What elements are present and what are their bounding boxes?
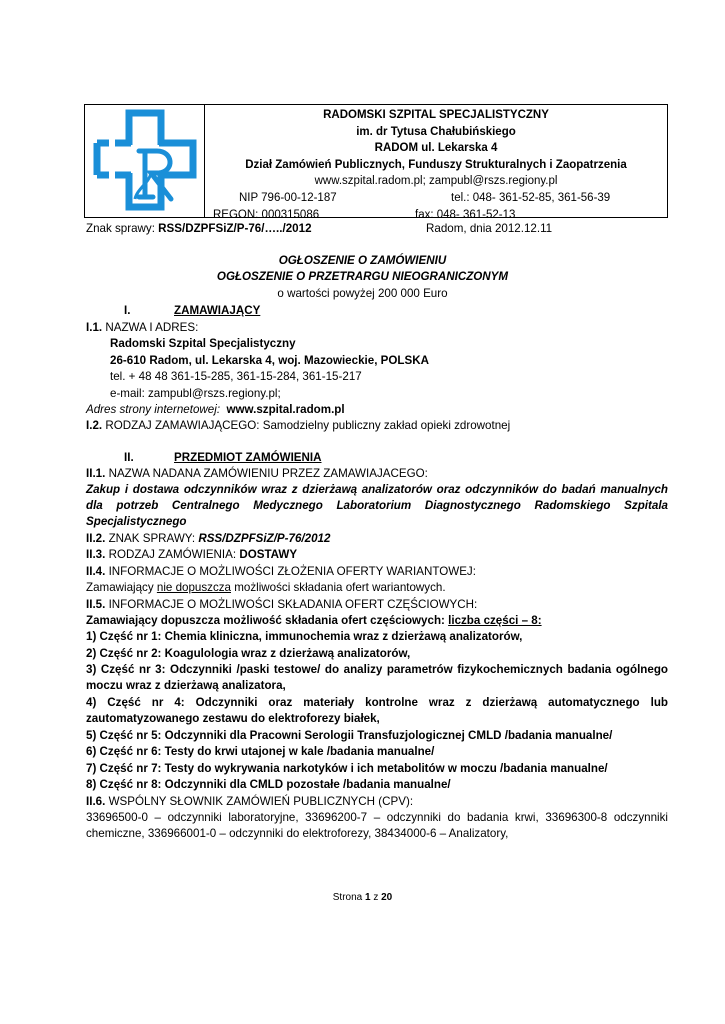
letterhead: [84, 104, 668, 221]
part-8: 8) Część nr 8: Odczynniki dla CMLD pozostałe /badania manualne/: [86, 778, 451, 791]
department-name: Dział Zamówień Publicznych, Funduszy Strukturalnych i Zaopatrzenia: [245, 158, 627, 171]
variant-offers: Zamawiający nie dopuszcza możliwości składania ofert wariantowych.: [86, 581, 446, 594]
item-ii6: II.6. WSPÓLNY SŁOWNIK ZAMÓWIEŃ PUBLICZNYCH (CPV):: [86, 795, 414, 808]
cpv-codes: 33696500-0 – odczynniki laboratoryjne, 33696200-7 – odczynniki do badania krwi, 33696300-8 odczynniki chemiczne, 336966001-0 – odczynniki do elektroforezy, 38434000-6 – Analizatory,: [86, 811, 668, 840]
part-2: 2) Część nr 2: Koagulologia wraz z dzierżawą analizatorów,: [86, 647, 411, 660]
regon: REGON: 000315086: [213, 208, 320, 221]
nip: NIP 796-00-12-187: [239, 191, 337, 204]
section-1-title: ZAMAWIAJĄCY: [174, 304, 261, 317]
hospital-web-email: www.szpital.radom.pl; zampubl@rszs.regiony.pl: [314, 175, 558, 188]
logo-cell: [85, 105, 205, 217]
case-reference-label: Znak sprawy:: [86, 222, 159, 235]
section-2-title: PRZEDMIOT ZAMÓWIENIA: [174, 451, 322, 464]
case-reference-value: RSS/DZPFSiZ/P-76/…../2012: [158, 222, 312, 235]
part-4: 4) Część nr 4: Odczynniki oraz materiały kontrolne wraz z dzierżawą automatycznego lub zautomatyzowanego zestawu do elektroforezy białek,: [86, 696, 668, 725]
letterhead-text: [205, 105, 667, 223]
part-7: 7) Część nr 7: Testy do wykrywania narkotyków i ich metabolitów w moczu /badania manualne/: [86, 762, 608, 775]
orderer-tel: tel. + 48 48 361-15-285, 361-15-284, 361-15-217: [110, 370, 362, 383]
item-ii3: II.3. RODZAJ ZAMÓWIENIA: DOSTAWY: [86, 548, 298, 561]
nip-tel-row: [205, 190, 667, 207]
title-3: o wartości powyżej 200 000 Euro: [277, 287, 448, 300]
section-1-number: I.: [124, 304, 131, 317]
part-5: 5) Część nr 5: Odczynniki dla Pracowni Serologii Transfuzjologicznej CMLD /badania manualne/: [86, 729, 613, 742]
orderer-email: e-mail: zampubl@rszs.regiony.pl;: [110, 387, 281, 400]
item-ii1: II.1. NAZWA NADANA ZAMÓWIENIU PRZEZ ZAMAWIAJACEGO:: [86, 467, 428, 480]
item-ii4: II.4. INFORMACJE O MOŻLIWOŚCI ZŁOŻENIA OFERTY WARIANTOWEJ:: [86, 565, 476, 578]
orderer-name: Radomski Szpital Specjalistyczny: [110, 337, 296, 350]
case-reference: [86, 221, 312, 237]
order-subject: Zakup i dostawa odczynników wraz z dzierżawą analizatorów oraz odczynników do badań manualnych dla potrzeb Centralnego Medycznego Laboratorium Diagnostycznego Radomskiego Szpitala Specjalistycznego: [86, 483, 668, 528]
orderer-address: 26-610 Radom, ul. Lekarska 4, woj. Mazowieckie, POLSKA: [110, 354, 429, 367]
partial-offers: Zamawiający dopuszcza możliwość składania ofert częściowych: liczba części – 8:: [86, 614, 542, 627]
item-ii5: II.5. INFORMACJE O MOŻLIWOŚCI SKŁADANIA OFERT CZĘŚCIOWYCH:: [86, 598, 478, 611]
section-2-number: II.: [124, 451, 134, 464]
fax: fax: 048- 361-52-13: [415, 208, 516, 221]
item-ii2: II.2. ZNAK SPRAWY: RSS/DZPFSiZ/P-76/2012: [86, 532, 331, 545]
document-date: Radom, dnia 2012.12.11: [426, 222, 553, 235]
hospital-logo-icon: [91, 109, 199, 213]
item-i2: I.2. RODZAJ ZAMAWIAJĄCEGO: Samodzielny publiczny zakład opieki zdrowotnej: [86, 419, 511, 432]
part-3: 3) Część nr 3: Odczynniki /paski testowe/ do analizy parametrów fizykochemicznych badania ogólnego moczu wraz z dzierżawą analizatora,: [86, 663, 668, 692]
title-1: OGŁOSZENIE O ZAMÓWIENIU: [278, 254, 447, 267]
hospital-address: RADOM ul. Lekarska 4: [374, 142, 498, 155]
part-6: 6) Część nr 6: Testy do krwi utajonej w kale /badania manualne/: [86, 745, 435, 758]
tel: tel.: 048- 361-52-85, 361-56-39: [451, 191, 611, 204]
hospital-patron: im. dr Tytusa Chałubińskiego: [356, 125, 516, 138]
orderer-website: Adres strony internetowej: www.szpital.radom.pl: [86, 403, 345, 416]
part-1: 1) Część nr 1: Chemia kliniczna, immunochemia wraz z dzierżawą analizatorów,: [86, 630, 523, 643]
title-2: OGŁOSZENIE O PRZETRARGU NIEOGRANICZONYM: [216, 270, 509, 283]
item-i1: I.1. NAZWA I ADRES:: [86, 321, 199, 334]
page-footer: Strona 1 z 20: [332, 892, 393, 903]
hospital-name: RADOMSKI SZPITAL SPECJALISTYCZNY: [323, 109, 549, 121]
